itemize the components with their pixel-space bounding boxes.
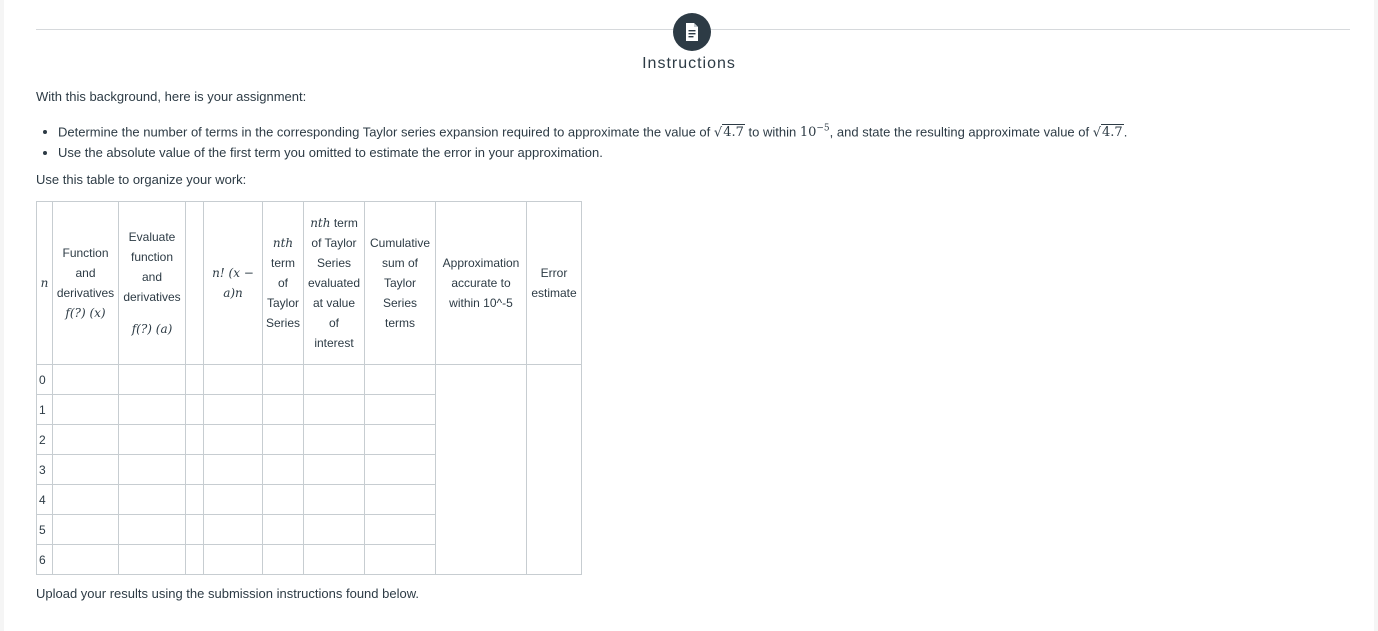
- table-cell: [365, 515, 436, 545]
- error-estimate-cell: [527, 365, 582, 575]
- task-text: , and state the resulting approximate value of: [829, 124, 1090, 140]
- col-header-approximation: Approximation accurate to within 10^-5: [436, 202, 527, 365]
- table-cell: [53, 485, 119, 515]
- table-cell: [204, 485, 263, 515]
- table-instruction: Use this table to organize your work:: [36, 172, 247, 187]
- task-text: to within: [748, 124, 797, 140]
- table-cell: [119, 545, 186, 575]
- page-title: Instructions: [642, 55, 736, 72]
- table-cell: [304, 515, 365, 545]
- col-header-function: Function and derivatives f(?) (x): [53, 202, 119, 365]
- table-cell: [53, 515, 119, 545]
- table-cell: [263, 455, 304, 485]
- table-cell: [53, 395, 119, 425]
- col-header-nth-evaluated: nth term of Taylor Series evaluated at value of interest: [304, 202, 365, 365]
- intro-text: With this background, here is your assignment:: [36, 89, 307, 104]
- row-n-cell: 1: [37, 395, 53, 425]
- table-cell: [365, 545, 436, 575]
- row-n-cell: 3: [37, 455, 53, 485]
- table-cell: [365, 485, 436, 515]
- table-cell: [304, 395, 365, 425]
- upload-instructions: Upload your results using the submission instructions found below.: [36, 586, 419, 601]
- table-cell: [304, 485, 365, 515]
- row-n-cell: 2: [37, 425, 53, 455]
- table-cell: [263, 365, 304, 395]
- col-header-cumulative: Cumulative sum of Taylor Series terms: [365, 202, 436, 365]
- table-cell: [263, 485, 304, 515]
- table-cell: [204, 455, 263, 485]
- table-cell: [186, 365, 204, 395]
- table-cell: [204, 395, 263, 425]
- table-cell: [263, 515, 304, 545]
- table-cell: [119, 365, 186, 395]
- table-cell: [186, 485, 204, 515]
- table-cell: [365, 395, 436, 425]
- table-cell: [119, 455, 186, 485]
- tolerance-value: $10^{-5}$: [799, 124, 830, 141]
- document-icon: [673, 13, 711, 51]
- table-cell: [304, 425, 365, 455]
- table-cell: [53, 365, 119, 395]
- col-header-nth-term: nth term of Taylor Series: [263, 202, 304, 365]
- table-cell: [119, 515, 186, 545]
- task-item-approximate: • Determine the number of terms in the corresponding Taylor series expansion required to approximate the value of √4.7 to within $10^{-5}$, and state the resulting approximate value of √4.7.: [58, 119, 1358, 143]
- table-cell: [53, 425, 119, 455]
- table-cell: [365, 425, 436, 455]
- table-cell: [263, 545, 304, 575]
- table-cell: [53, 455, 119, 485]
- table-cell: [119, 485, 186, 515]
- table-row: [37, 365, 582, 395]
- sqrt-expression: √4.7: [1092, 125, 1123, 141]
- table-cell: [186, 395, 204, 425]
- table-cell: [263, 395, 304, 425]
- table-cell: [186, 515, 204, 545]
- taylor-series-table: [36, 201, 582, 575]
- table-cell: [263, 425, 304, 455]
- row-n-cell: 5: [37, 515, 53, 545]
- table-cell: [365, 365, 436, 395]
- approximation-cell: [436, 365, 527, 575]
- table-cell: [204, 545, 263, 575]
- row-n-cell: 0: [37, 365, 53, 395]
- table-cell: [304, 545, 365, 575]
- col-header-evaluate: Evaluate function and derivatives f(?) (a): [119, 202, 186, 365]
- table-cell: [365, 455, 436, 485]
- task-list: [36, 119, 1358, 163]
- row-n-cell: 4: [37, 485, 53, 515]
- table-cell: [119, 425, 186, 455]
- table-cell: [119, 395, 186, 425]
- sqrt-expression: √4.7: [713, 125, 744, 141]
- col-header-error: Error estimate: [527, 202, 582, 365]
- table-cell: [204, 365, 263, 395]
- table-cell: [186, 425, 204, 455]
- table-cell: [304, 455, 365, 485]
- table-cell: [204, 425, 263, 455]
- table-cell: [53, 545, 119, 575]
- table-cell: [186, 545, 204, 575]
- table-cell: [304, 365, 365, 395]
- row-n-cell: 6: [37, 545, 53, 575]
- table-cell: [204, 515, 263, 545]
- table-cell: [186, 455, 204, 485]
- task-item-error: • Use the absolute value of the first term you omitted to estimate the error in your approximation.: [58, 143, 1358, 163]
- task-text: Determine the number of terms in the corresponding Taylor series expansion required to approximate the value of: [58, 124, 711, 140]
- col-header-n: n: [37, 202, 53, 365]
- col-header-factor: n! (x − a)n: [204, 202, 263, 365]
- col-header-factorial: [186, 202, 204, 365]
